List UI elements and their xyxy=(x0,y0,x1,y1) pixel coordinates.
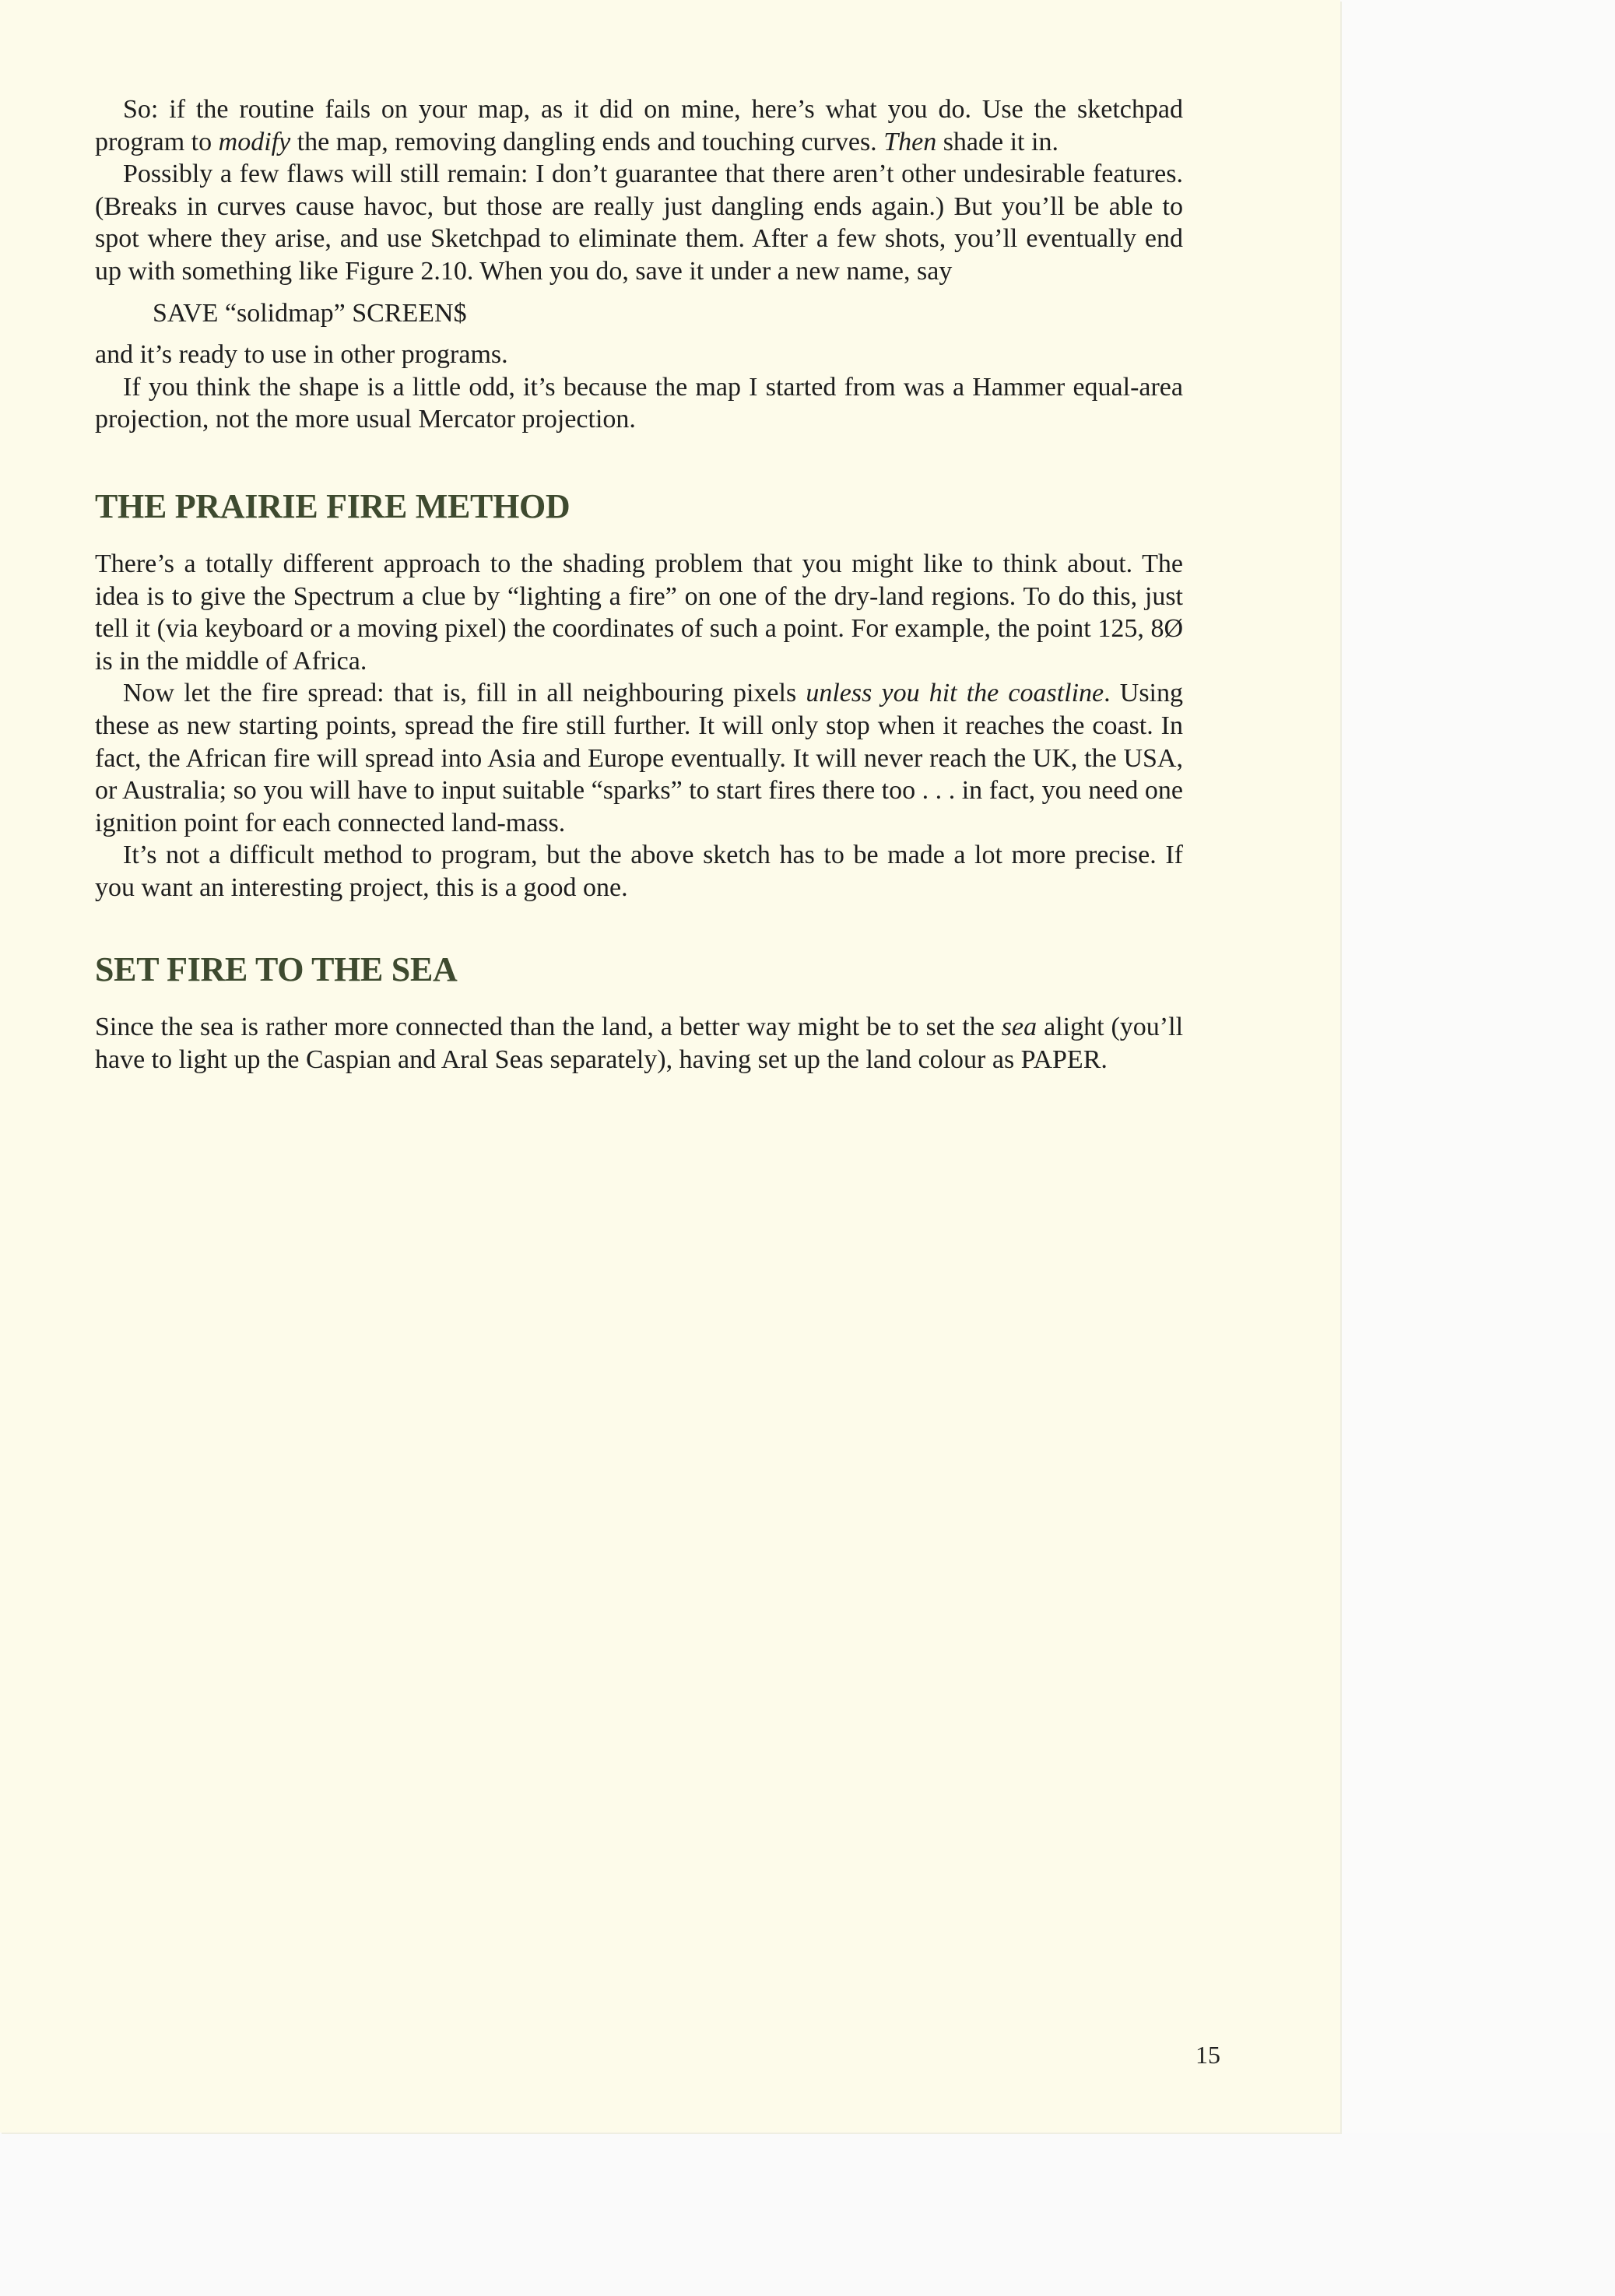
intro-paragraph-3: and it’s ready to use in other programs. xyxy=(95,340,508,370)
intro-paragraph-1: So: if the routine fails on your map, as it did on mine, here’s what you do. Use the sketchpad program to modify the map, removing dangling ends and touching curves. Then shade it in. xyxy=(95,95,1183,156)
section-heading-set-fire-to-sea: SET FIRE TO THE SEA xyxy=(95,950,458,989)
emphasis-text: Then xyxy=(883,127,937,156)
emphasis-text: modify xyxy=(218,127,291,156)
prairie-paragraph-2: Now let the fire spread: that is, fill in all neighbouring pixels unless you hit the coastline. Using these as new starting points, spread the fire still further. It will only stop when it reaches the coast. In fact, the African fire will spread into Asia and Europe eventually. It will never reach the UK, the USA, or Australia; so you will have to input suitable “sparks” to start fires there too . . . in fact, you need one ignition point for each connected land-mass. xyxy=(95,679,1184,837)
page-number: 15 xyxy=(1195,2041,1220,2069)
intro-paragraph-2: Possibly a few flaws will still remain: I don’t guarantee that there aren’t other undesirable features. (Breaks in curves cause havoc, but those are really just dangling ends again.) But you’ll be able to spot where they arise, and use Sketchpad to eliminate them. After a few shots, you’ll eventually end up with something like Figure 2.10. When you do, save it under a new name, say xyxy=(95,160,1183,286)
emphasis-text: sea xyxy=(1001,1013,1037,1042)
code-example-save: SAVE “solidmap” SCREEN$ xyxy=(153,298,467,328)
scan-bottom-margin xyxy=(0,2133,1615,2296)
intro-paragraph-4: If you think the shape is a little odd, it’s because the map I started from was a Hammer equal-area projection, not the more usual Mercator projection. xyxy=(95,372,1183,434)
emphasis-text: unless you hit the coastline xyxy=(806,679,1104,708)
section-heading-prairie-fire: THE PRAIRIE FIRE METHOD xyxy=(95,486,571,525)
prairie-paragraph-3: It’s not a difficult method to program, but the above sketch has to be made a lot more precise. If you want an interesting project, this is a good one. xyxy=(95,841,1183,902)
page-body xyxy=(95,93,1183,1076)
prairie-paragraph-1: There’s a totally different approach to the shading problem that you might like to think about. The idea is to give the Spectrum a clue by “lighting a fire” on one of the dry-land regions. To do this, just tell it (via keyboard or a moving pixel) the coordinates of such a point. For example, the point 125, 8Ø is in the middle of Africa. xyxy=(95,549,1183,676)
sea-paragraph-1: Since the sea is rather more connected than the land, a better way might be to set the sea alight (you’ll have to light up the Caspian and Aral Seas separately), having set up the land colour as PAPER. xyxy=(95,1013,1184,1075)
